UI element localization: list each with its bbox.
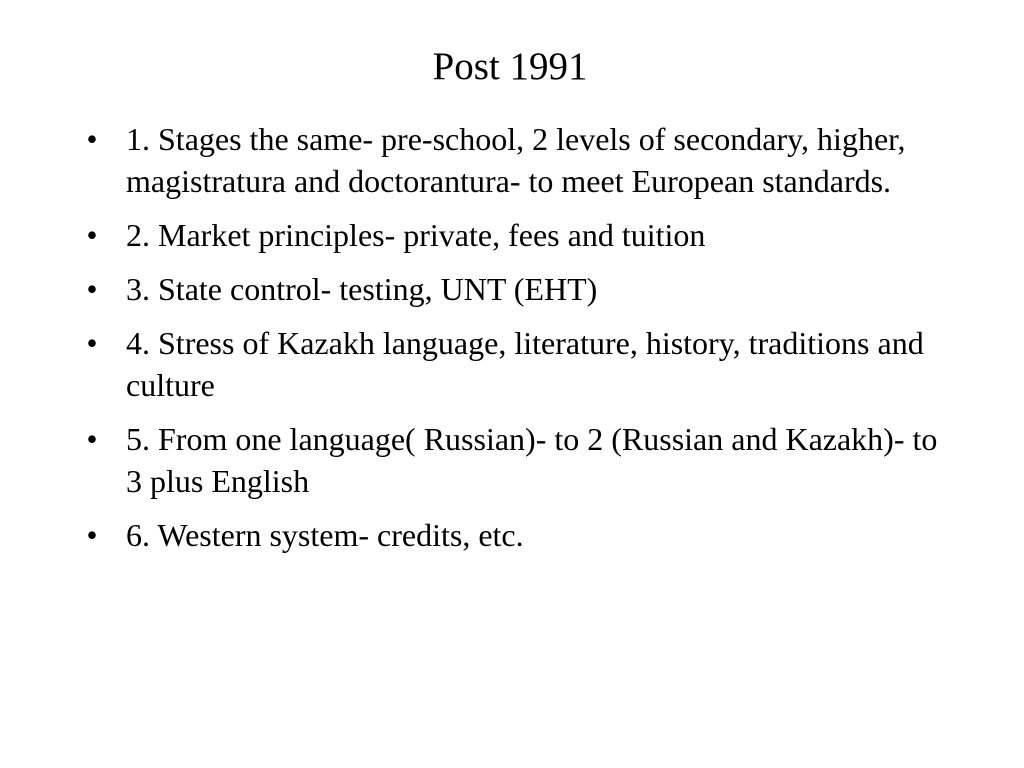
list-item-text: 4. Stress of Kazakh language, literature, history, traditions and culture	[126, 325, 924, 403]
list-item-text: 6. Western system- credits, etc.	[126, 517, 524, 553]
bullet-list	[82, 118, 952, 568]
bullet-icon: •	[86, 421, 98, 457]
list-item-text: 5. From one language( Russian)- to 2 (Russian and Kazakh)- to 3 plus English	[126, 421, 938, 499]
list-item	[82, 418, 952, 502]
list-item-text: 1. Stages the same- pre-school, 2 levels of secondary, higher, magistratura and doctorantura- to meet European standards.	[126, 121, 906, 199]
list-item	[82, 214, 952, 256]
list-item	[82, 268, 952, 310]
list-item	[82, 118, 952, 202]
list-item	[82, 514, 952, 556]
list-item	[82, 322, 952, 406]
bullet-icon: •	[86, 121, 98, 157]
list-item-text: 3. State control- testing, UNT (EHT)	[126, 271, 598, 307]
bullet-icon: •	[86, 217, 98, 253]
slide-title: Post 1991	[432, 45, 588, 88]
bullet-icon: •	[86, 517, 98, 553]
bullet-icon: •	[86, 325, 98, 361]
list-item-text: 2. Market principles- private, fees and tuition	[126, 217, 706, 253]
bullet-icon: •	[86, 271, 98, 307]
